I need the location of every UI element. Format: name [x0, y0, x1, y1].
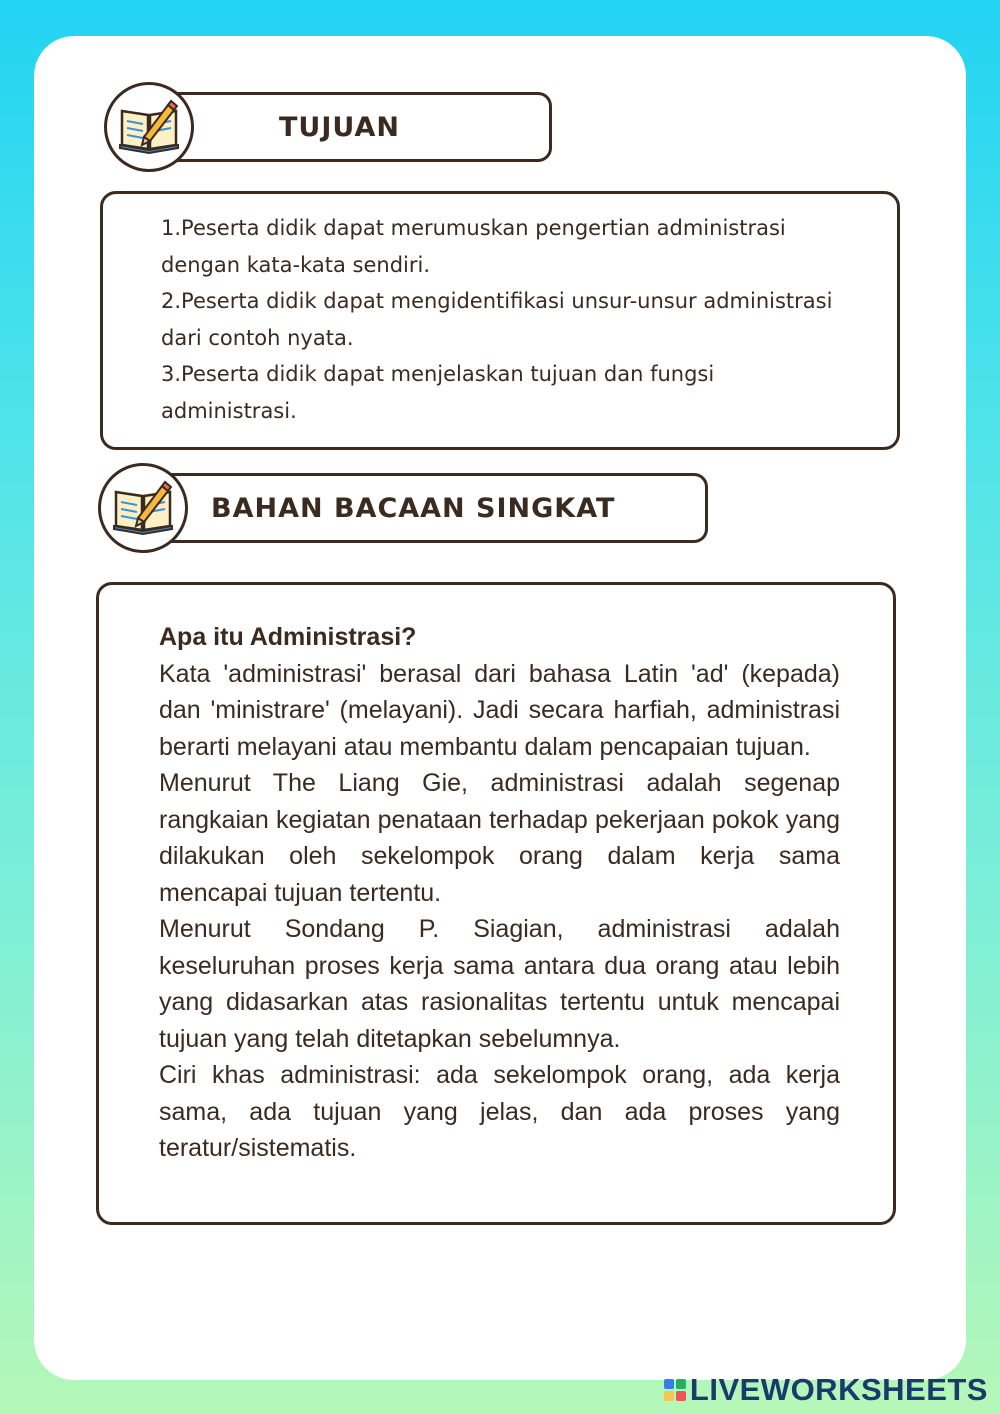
- bacaan-text: [159, 619, 840, 1167]
- bacaan-box: [96, 582, 896, 1225]
- liveworksheets-logo-icon: [664, 1379, 686, 1401]
- tujuan-item: 2.Peserta didik dapat mengidentifikasi unsur-unsur administrasi dari contoh nyata.: [161, 289, 833, 350]
- tujuan-list: [161, 210, 847, 429]
- book-pencil-icon: [98, 463, 188, 553]
- tujuan-header: [160, 92, 552, 162]
- bacaan-paragraph: Menurut The Liang Gie, administrasi adalah segenap rangkaian kegiatan penataan terhadap pekerjaan pokok yang dilakukan oleh sekelompok orang dalam kerja sama mencapai tujuan tertentu.: [159, 769, 840, 907]
- bacaan-question: Apa itu Administrasi?: [159, 623, 417, 651]
- worksheet-card: [34, 36, 966, 1380]
- tujuan-box: [100, 191, 900, 450]
- brand-name: LIVEWORKSHEETS: [689, 1372, 988, 1407]
- bacaan-header: [152, 473, 708, 543]
- bacaan-paragraph: Kata 'administrasi' berasal dari bahasa Latin 'ad' (kepada) dan 'ministrare' (melayani). Jadi secara harfiah, administrasi berarti melayani atau membantu dalam pencapaian tujuan.: [159, 659, 840, 761]
- tujuan-item: 1.Peserta didik dapat merumuskan pengertian administrasi dengan kata-kata sendiri.: [161, 216, 786, 277]
- tujuan-title: TUJUAN: [279, 111, 400, 143]
- bacaan-title: BAHAN BACAAN SINGKAT: [211, 492, 616, 524]
- tujuan-item: 3.Peserta didik dapat menjelaskan tujuan dan fungsi administrasi.: [161, 362, 715, 423]
- bacaan-paragraph: Ciri khas administrasi: ada sekelompok orang, ada kerja sama, ada tujuan yang jelas, dan ada proses yang teratur/sistematis.: [159, 1061, 840, 1162]
- liveworksheets-brand[interactable]: [664, 1372, 988, 1408]
- bacaan-paragraph: Menurut Sondang P. Siagian, administrasi adalah keseluruhan proses kerja sama antara dua orang atau lebih yang didasarkan atas rasionalitas tertentu untuk mencapai tujuan yang telah ditetapkan sebelumnya.: [159, 915, 840, 1053]
- book-pencil-icon: [104, 82, 194, 172]
